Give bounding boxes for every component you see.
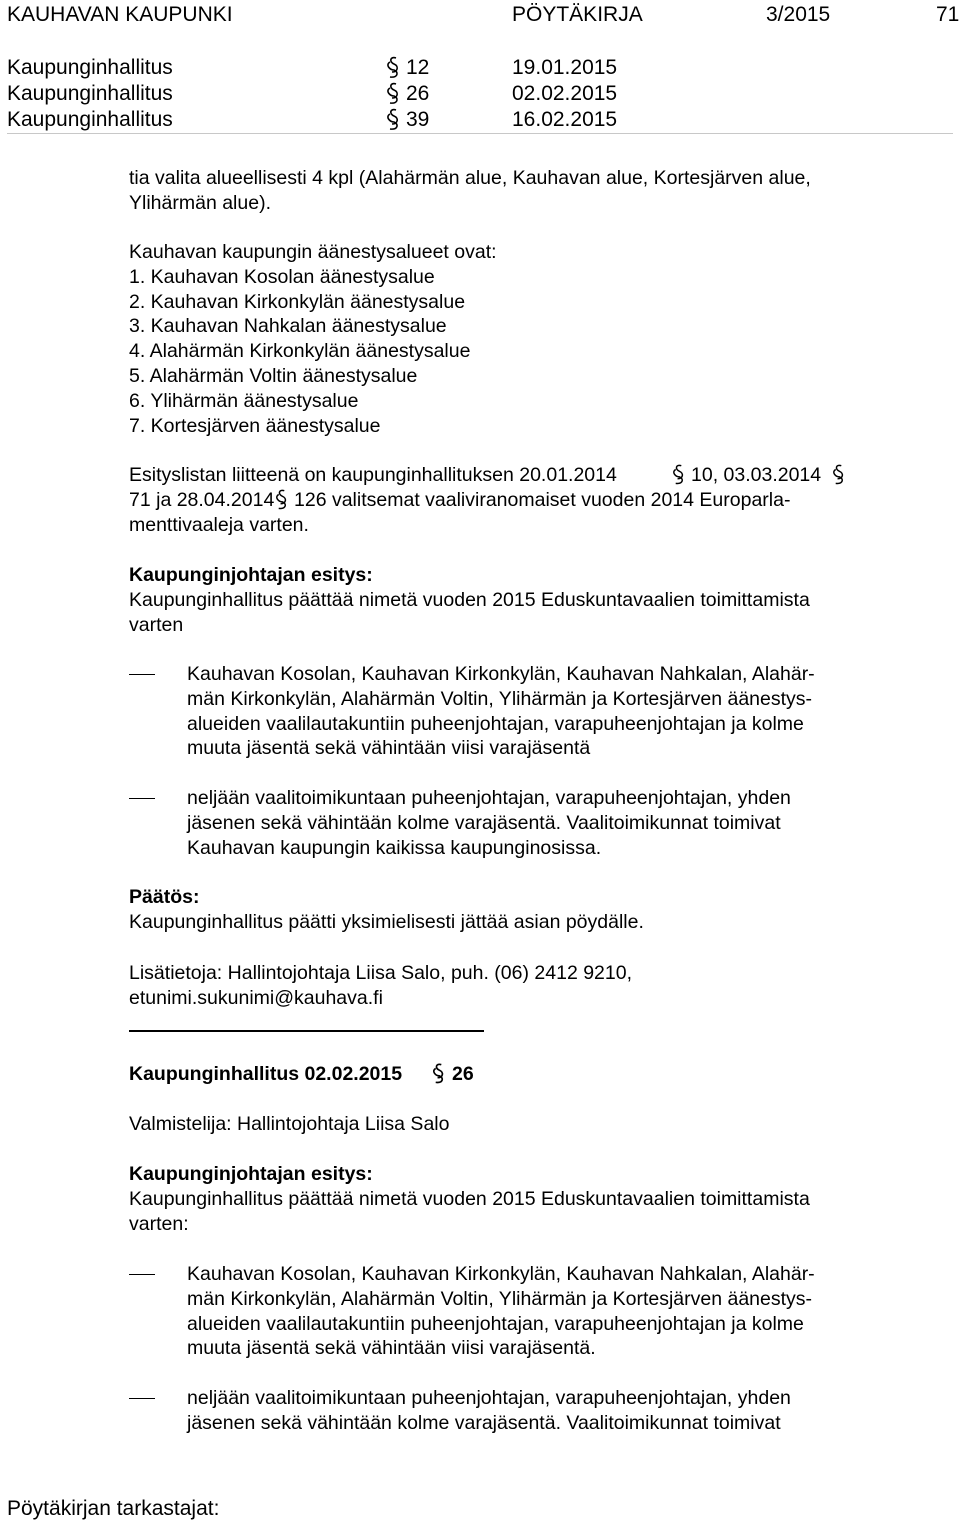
text-line: Lisätietoja: Hallintojohtaja Liisa Salo, puh. (06) 2412 9210, [129, 962, 633, 984]
meeting-date: 16.02.2015 [512, 108, 618, 131]
document-type: PÖYTÄKIRJA [512, 3, 643, 26]
text-line: Kauhavan Kosolan, Kauhavan Kirkonkylän, Kauhavan Nahkalan, Alahär- [187, 1263, 815, 1285]
page-number: 71 [936, 3, 960, 26]
section-icon [386, 107, 400, 133]
footer-label: Pöytäkirjan tarkastajat: [7, 1497, 220, 1520]
text-line: alueiden vaalilautakuntiin puheenjohtajan, varapuheenjohtajan ja kolme [187, 1312, 804, 1335]
district-heading: Kauhavan kaupungin äänestysalueet ovat: [129, 241, 497, 263]
section-icon [275, 487, 288, 513]
text-line: jäsenen sekä vähintään kolme varajäsentä. Vaalitoimikunnat toimivat [187, 1411, 781, 1434]
text-line: muuta jäsentä sekä vähintään viisi varajäsentä. [187, 1337, 596, 1360]
text-segment: menttivaaleja varten. [129, 514, 309, 536]
text-segment: Esityslistan liitteenä on kaupunginhallituksen 20.01.2014 [129, 464, 617, 486]
preparer-line: Valmistelija: Hallintojohtaja Liisa Salo [129, 1113, 450, 1135]
text-line: Kaupunginhallitus päättää nimetä vuoden 2015 Eduskuntavaalien toimittamista [129, 588, 810, 611]
district-list [129, 240, 497, 438]
text-line: Kauhavan kaupungin kaikissa kaupunginosissa. [187, 836, 602, 859]
bullet-text [187, 662, 815, 761]
org-name: KAUHAVAN KAUPUNKI [7, 3, 233, 26]
list-item: 4. Alahärmän Kirkonkylän äänestysalue [129, 340, 471, 363]
intro-paragraph [129, 166, 811, 216]
text-line: Ylihärmän alue). [129, 191, 271, 214]
section-icon [432, 1061, 445, 1087]
contact-info [129, 961, 632, 1011]
bullet-text [187, 786, 791, 860]
list-item: 1. Kauhavan Kosolan äänestysalue [129, 265, 435, 288]
text-line: muuta jäsentä sekä vähintään viisi varajäsentä [187, 737, 591, 760]
section-icon [672, 462, 685, 488]
text-line: män Kirkonkylän, Alahärmän Voltin, Ylihärmän ja Kortesjärven äänestys- [187, 687, 813, 710]
proposal-heading: Kaupunginjohtajan esitys: [129, 1163, 373, 1185]
text-line: neljään vaalitoimikuntaan puheenjohtajan, varapuheenjohtajan, yhden [187, 1387, 791, 1409]
decision-heading: Päätös: [129, 886, 200, 908]
decision-section [129, 885, 644, 935]
dash-bullet-icon [129, 798, 155, 799]
meeting-body: Kaupunginhallitus [7, 82, 173, 105]
text-line: varten: [129, 1212, 189, 1235]
proposal-section [129, 1162, 810, 1236]
text-line: alueiden vaalilautakuntiin puheenjohtajan, varapuheenjohtajan ja kolme [187, 712, 804, 735]
section-icon [832, 462, 845, 488]
text-line: Kaupunginhallitus päättää nimetä vuoden 2015 Eduskuntavaalien toimittamista [129, 1187, 810, 1210]
meeting-heading: Kaupunginhallitus 02.02.2015 [129, 1063, 403, 1085]
list-item: 2. Kauhavan Kirkonkylän äänestysalue [129, 290, 466, 313]
meeting-date: 02.02.2015 [512, 82, 618, 105]
document-number: 3/2015 [766, 3, 831, 26]
text-line: jäsenen sekä vähintään kolme varajäsentä. Vaalitoimikunnat toimivat [187, 811, 781, 834]
text-line: tia valita alueellisesti 4 kpl (Alahärmän alue, Kauhavan alue, Kortesjärven alue, [129, 167, 811, 189]
meeting-body: Kaupunginhallitus [7, 56, 173, 79]
list-item: 3. Kauhavan Nahkalan äänestysalue [129, 315, 447, 338]
text-segment: 71 ja 28.04.2014 [129, 489, 275, 511]
proposal-heading: Kaupunginjohtajan esitys: [129, 564, 373, 586]
section-divider [129, 1030, 484, 1032]
section-icon [386, 81, 400, 107]
text-line: varten [129, 613, 184, 636]
text-line: Kauhavan Kosolan, Kauhavan Kirkonkylän, Kauhavan Nahkalan, Alahär- [187, 663, 815, 685]
section-number: 26 [406, 82, 430, 105]
header-divider [7, 133, 953, 134]
dash-bullet-icon [129, 674, 155, 675]
dash-bullet-icon [129, 1274, 155, 1275]
text-line: män Kirkonkylän, Alahärmän Voltin, Ylihärmän ja Kortesjärven äänestys- [187, 1287, 813, 1310]
decision-text: Kaupunginhallitus päätti yksimielisesti jättää asian pöydälle. [129, 910, 644, 933]
list-item: 6. Ylihärmän äänestysalue [129, 389, 359, 412]
bullet-text [187, 1262, 815, 1361]
email-text: etunimi.sukunimi@kauhava.fi [129, 986, 383, 1009]
proposal-section [129, 563, 810, 637]
bullet-text [187, 1386, 791, 1436]
section-number: 12 [406, 56, 430, 79]
section-number: 26 [452, 1063, 474, 1085]
text-segment: 10, 03.03.2014 [691, 464, 822, 486]
section-number: 39 [406, 108, 430, 131]
meeting-date: 19.01.2015 [512, 56, 618, 79]
list-item: 5. Alahärmän Voltin äänestysalue [129, 364, 418, 387]
text-line: neljään vaalitoimikuntaan puheenjohtajan, varapuheenjohtajan, yhden [187, 787, 791, 809]
meeting-body: Kaupunginhallitus [7, 108, 173, 131]
list-item: 7. Kortesjärven äänestysalue [129, 414, 381, 437]
dash-bullet-icon [129, 1398, 155, 1399]
section-icon [386, 55, 400, 81]
text-segment: 126 valitsemat vaaliviranomaiset vuoden 2014 Europarla- [294, 489, 791, 511]
